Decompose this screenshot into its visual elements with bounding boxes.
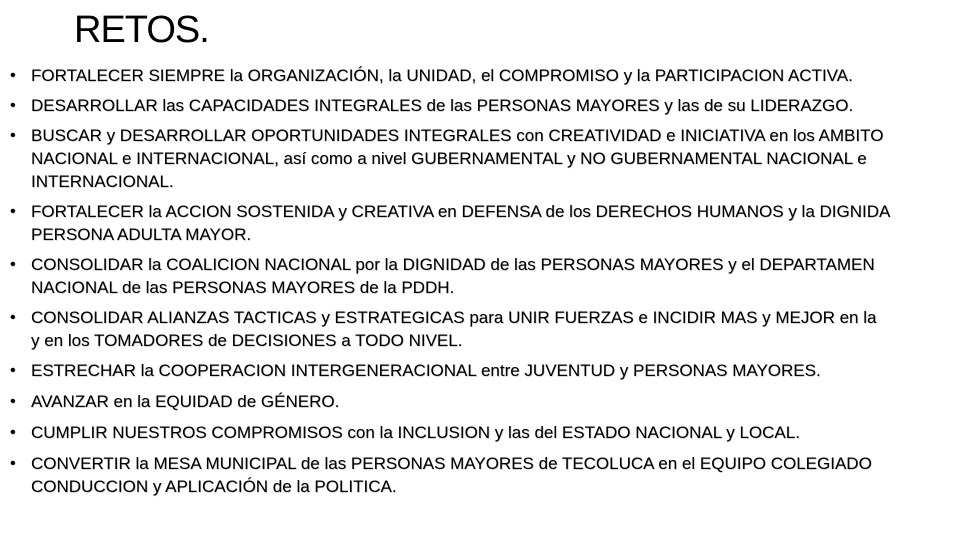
bullet-text: CUMPLIR NUESTROS COMPROMISOS con la INCLUSION y las del ESTADO NACIONAL y LOCAL.	[31, 423, 800, 442]
bullet-text: y en los TOMADORES de DECISIONES a TODO NIVEL.	[31, 331, 463, 350]
bullet-icon: •	[10, 362, 16, 379]
bullet-item	[0, 452, 960, 498]
bullet-text: FORTALECER SIEMPRE la ORGANIZACIÓN, la UNIDAD, el COMPROMISO y la PARTICIPACION ACTIVA.	[31, 66, 853, 85]
bullet-item	[0, 359, 960, 382]
bullet-item	[0, 306, 960, 352]
slide-title: RETOS.	[74, 9, 209, 51]
bullet-icon: •	[10, 256, 16, 273]
bullet-icon: •	[10, 97, 16, 114]
bullet-item	[0, 200, 960, 246]
bullet-icon: •	[10, 127, 16, 144]
bullet-text: BUSCAR y DESARROLLAR OPORTUNIDADES INTEGRALES con CREATIVIDAD e INICIATIVA en los AMBITO	[31, 126, 884, 145]
bullet-icon: •	[10, 203, 16, 220]
bullet-list	[0, 64, 960, 498]
bullet-item	[0, 253, 960, 299]
bullet-item	[0, 64, 960, 87]
bullet-text: FORTALECER la ACCION SOSTENIDA y CREATIVA en DEFENSA de los DERECHOS HUMANOS y la DIGNIDA	[31, 202, 891, 221]
bullet-text: AVANZAR en la EQUIDAD de GÉNERO.	[31, 392, 340, 411]
bullet-text: INTERNACIONAL.	[31, 172, 174, 191]
bullet-text: NACIONAL de las PERSONAS MAYORES de la PDDH.	[31, 278, 455, 297]
bullet-text: CONSOLIDAR ALIANZAS TACTICAS y ESTRATEGICAS para UNIR FUERZAS e INCIDIR MAS y MEJOR en la	[31, 308, 877, 327]
bullet-text: PERSONA ADULTA MAYOR.	[31, 225, 252, 244]
bullet-icon: •	[10, 309, 16, 326]
bullet-text: DESARROLLAR las CAPACIDADES INTEGRALES de las PERSONAS MAYORES y las de su LIDERAZGO.	[31, 96, 854, 115]
bullet-text: CONVERTIR la MESA MUNICIPAL de las PERSONAS MAYORES de TECOLUCA en el EQUIPO COLEGIADO	[31, 454, 872, 473]
bullet-item	[0, 390, 960, 413]
bullet-text: CONSOLIDAR la COALICION NACIONAL por la DIGNIDAD de las PERSONAS MAYORES y el DEPARTAMEN	[31, 255, 875, 274]
bullet-icon: •	[10, 455, 16, 472]
bullet-icon: •	[10, 424, 16, 441]
bullet-item	[0, 124, 960, 193]
bullet-icon: •	[10, 393, 16, 410]
bullet-icon: •	[10, 67, 16, 84]
bullet-item	[0, 94, 960, 117]
bullet-text: ESTRECHAR la COOPERACION INTERGENERACIONAL entre JUVENTUD y PERSONAS MAYORES.	[31, 361, 821, 380]
bullet-text: CONDUCCION y APLICACIÓN de la POLITICA.	[31, 477, 397, 496]
bullet-item	[0, 421, 960, 444]
bullet-text: NACIONAL e INTERNACIONAL, así como a nivel GUBERNAMENTAL y NO GUBERNAMENTAL NACIONAL e	[31, 149, 867, 168]
